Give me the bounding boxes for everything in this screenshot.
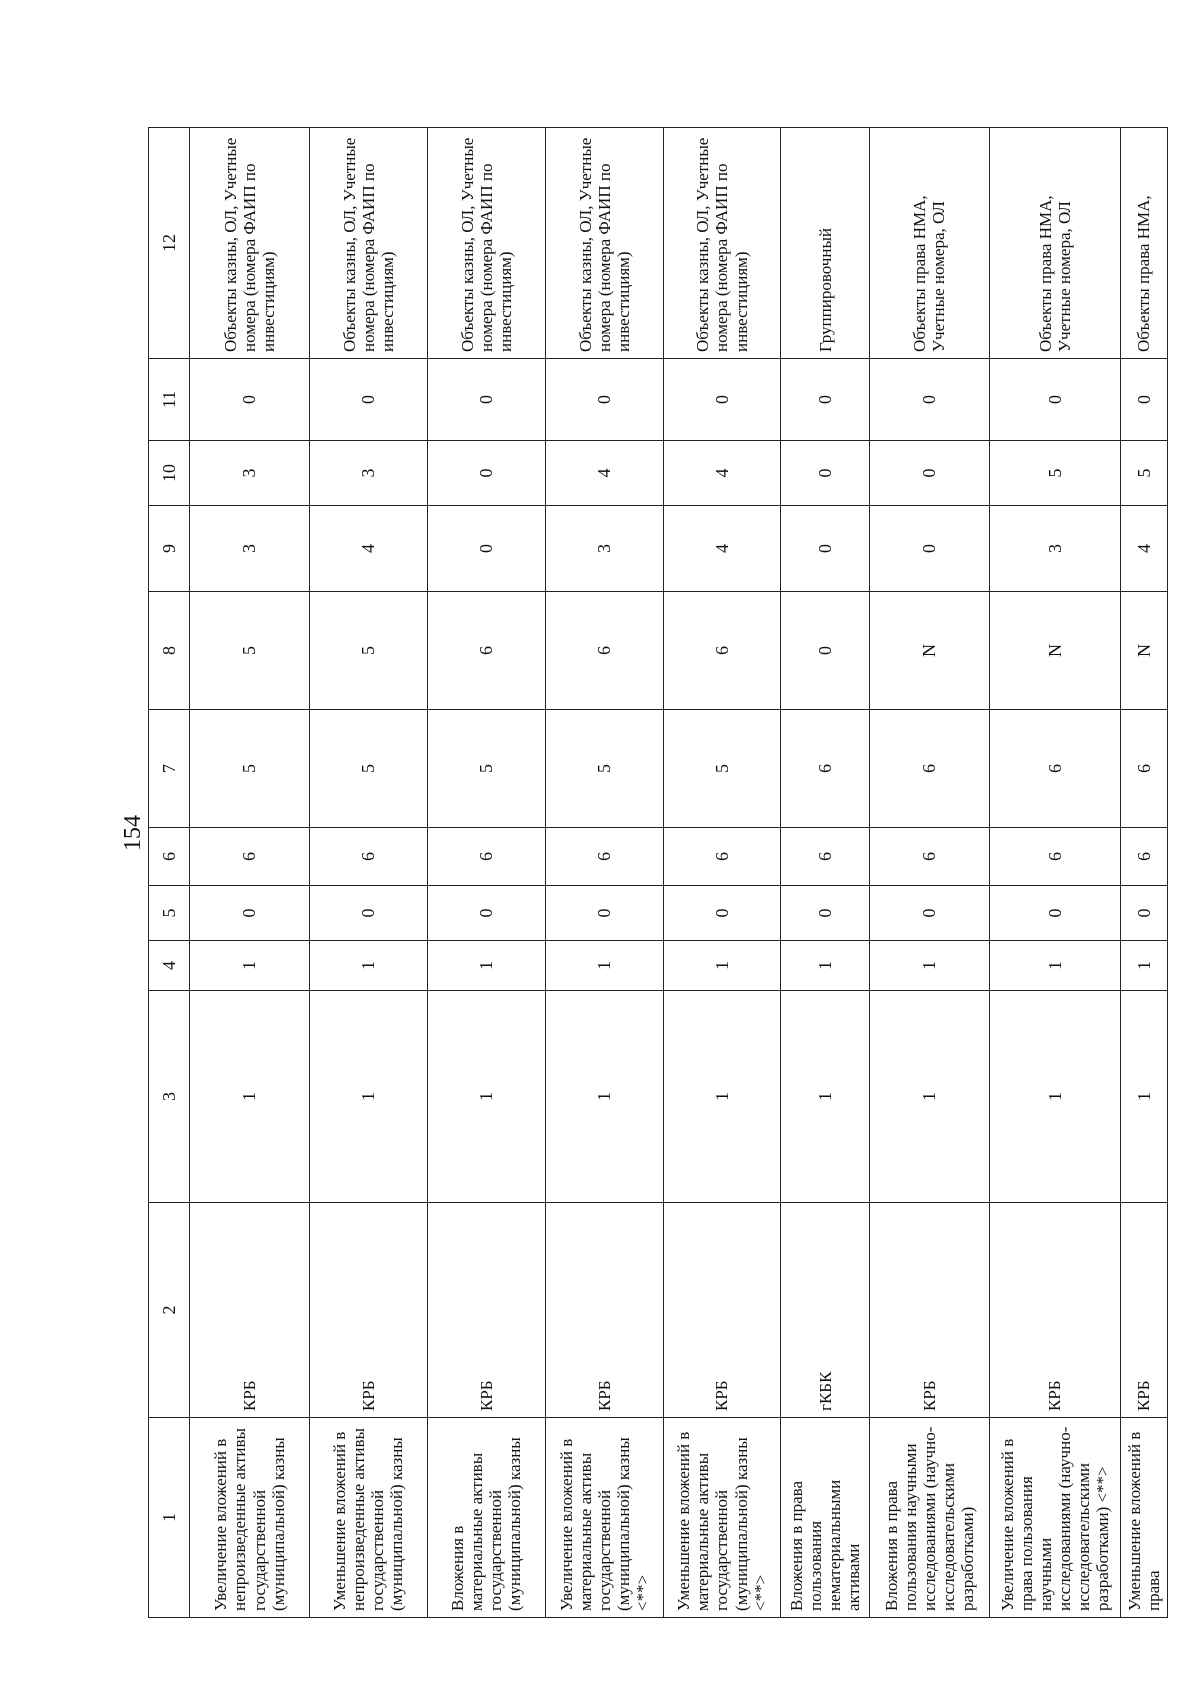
table-cell-col-11: 0 bbox=[190, 359, 310, 441]
table-cell-col-3: 1 bbox=[427, 991, 545, 1203]
table-cell-col-8: 5 bbox=[190, 592, 310, 710]
table-row bbox=[663, 128, 781, 1618]
table-cell-col-3: 1 bbox=[310, 991, 428, 1203]
table-cell-col-1: Увеличение вложений в права пользования научными исследованиями (научно-исследовательскими разработками) <**> bbox=[989, 1418, 1120, 1618]
table-body bbox=[190, 128, 1168, 1618]
table-cell-col-10: 3 bbox=[190, 441, 310, 506]
table-cell-col-12: Объекты казны, ОЛ, Учетные номера (номера ФАИП по инвестициям) bbox=[427, 128, 545, 359]
table-cell-col-11: 0 bbox=[663, 359, 781, 441]
table-cell-col-2: КРБ bbox=[869, 1203, 989, 1418]
table-cell-col-10: 5 bbox=[989, 441, 1120, 506]
table-cell-col-5: 0 bbox=[545, 886, 663, 941]
table-cell-col-12: Объекты казны, ОЛ, Учетные номера (номера ФАИП по инвестициям) bbox=[663, 128, 781, 359]
table-cell-col-12: Объекты права НМА, Учетные номера, ОЛ bbox=[869, 128, 989, 359]
table-cell-col-7: 5 bbox=[310, 710, 428, 828]
rotated-page-content bbox=[148, 128, 1168, 1618]
table-cell-col-2: гКБК bbox=[781, 1203, 870, 1418]
table-cell-col-10: 0 bbox=[427, 441, 545, 506]
table-cell-col-1: Уменьшение вложений в материальные активы государственной (муниципальной) казны <**> bbox=[663, 1418, 781, 1618]
table-cell-col-9: 4 bbox=[1120, 506, 1167, 592]
table-cell-col-11: 0 bbox=[781, 359, 870, 441]
table-cell-col-10: 0 bbox=[781, 441, 870, 506]
table-cell-col-8: 5 bbox=[310, 592, 428, 710]
column-header-3: 3 bbox=[149, 991, 190, 1203]
table-cell-col-10: 0 bbox=[869, 441, 989, 506]
table-header bbox=[149, 128, 190, 1618]
table-cell-col-4: 1 bbox=[869, 941, 989, 991]
table-cell-col-4: 1 bbox=[310, 941, 428, 991]
table-cell-col-5: 0 bbox=[869, 886, 989, 941]
column-header-9: 9 bbox=[149, 506, 190, 592]
table-cell-col-8: 6 bbox=[545, 592, 663, 710]
accounts-table bbox=[148, 127, 1168, 1618]
table-cell-col-4: 1 bbox=[427, 941, 545, 991]
column-header-2: 2 bbox=[149, 1203, 190, 1418]
table-cell-col-6: 6 bbox=[545, 828, 663, 886]
header-row bbox=[149, 128, 190, 1618]
table-cell-col-10: 4 bbox=[545, 441, 663, 506]
table-row bbox=[427, 128, 545, 1618]
table-cell-col-9: 4 bbox=[310, 506, 428, 592]
table-cell-col-9: 0 bbox=[427, 506, 545, 592]
table-cell-col-11: 0 bbox=[310, 359, 428, 441]
column-header-12: 12 bbox=[149, 128, 190, 359]
table-cell-col-8: 6 bbox=[427, 592, 545, 710]
table-cell-col-6: 6 bbox=[663, 828, 781, 886]
table-cell-col-7: 5 bbox=[663, 710, 781, 828]
table-cell-col-4: 1 bbox=[545, 941, 663, 991]
table-cell-col-2: КРБ bbox=[545, 1203, 663, 1418]
table-cell-col-8: 6 bbox=[663, 592, 781, 710]
table-cell-col-6: 6 bbox=[427, 828, 545, 886]
table-cell-col-7: 6 bbox=[989, 710, 1120, 828]
table-cell-col-5: 0 bbox=[989, 886, 1120, 941]
table-cell-col-7: 5 bbox=[545, 710, 663, 828]
table-cell-col-5: 0 bbox=[310, 886, 428, 941]
table-cell-col-1: Увеличение вложений в непроизведенные активы государственной (муниципальной) казны bbox=[190, 1418, 310, 1618]
table-cell-col-3: 1 bbox=[190, 991, 310, 1203]
table-cell-col-6: 6 bbox=[310, 828, 428, 886]
table-cell-col-1: Уменьшение вложений в права bbox=[1120, 1418, 1167, 1618]
table-cell-col-4: 1 bbox=[190, 941, 310, 991]
column-header-11: 11 bbox=[149, 359, 190, 441]
table-cell-col-7: 6 bbox=[869, 710, 989, 828]
table-cell-col-8: 0 bbox=[781, 592, 870, 710]
table-cell-col-8: N bbox=[989, 592, 1120, 710]
table-cell-col-6: 6 bbox=[869, 828, 989, 886]
table-cell-col-9: 3 bbox=[190, 506, 310, 592]
table-cell-col-4: 1 bbox=[781, 941, 870, 991]
column-header-7: 7 bbox=[149, 710, 190, 828]
table-cell-col-11: 0 bbox=[869, 359, 989, 441]
table-cell-col-6: 6 bbox=[1120, 828, 1167, 886]
column-header-6: 6 bbox=[149, 828, 190, 886]
table-cell-col-5: 0 bbox=[427, 886, 545, 941]
table-cell-col-8: N bbox=[1120, 592, 1167, 710]
table-row bbox=[781, 128, 870, 1618]
table-cell-col-12: Объекты казны, ОЛ, Учетные номера (номера ФАИП по инвестициям) bbox=[545, 128, 663, 359]
table-cell-col-2: КРБ bbox=[427, 1203, 545, 1418]
table-cell-col-11: 0 bbox=[1120, 359, 1167, 441]
table-cell-col-2: КРБ bbox=[310, 1203, 428, 1418]
table-cell-col-9: 0 bbox=[781, 506, 870, 592]
table-cell-col-1: Увеличение вложений в материальные активы государственной (муниципальной) казны <**> bbox=[545, 1418, 663, 1618]
table-cell-col-6: 6 bbox=[781, 828, 870, 886]
table-cell-col-10: 5 bbox=[1120, 441, 1167, 506]
table-cell-col-4: 1 bbox=[1120, 941, 1167, 991]
table-cell-col-1: Вложения в права пользования научными исследованиями (научно-исследовательскими разработками) bbox=[869, 1418, 989, 1618]
page-number: 154 bbox=[120, 815, 146, 851]
table-cell-col-10: 4 bbox=[663, 441, 781, 506]
table-cell-col-5: 0 bbox=[1120, 886, 1167, 941]
column-header-4: 4 bbox=[149, 941, 190, 991]
table-cell-col-4: 1 bbox=[989, 941, 1120, 991]
table-cell-col-11: 0 bbox=[427, 359, 545, 441]
table-cell-col-9: 3 bbox=[989, 506, 1120, 592]
table-cell-col-9: 4 bbox=[663, 506, 781, 592]
table-row bbox=[1120, 128, 1167, 1618]
table-cell-col-2: КРБ bbox=[989, 1203, 1120, 1418]
table-row bbox=[989, 128, 1120, 1618]
column-header-5: 5 bbox=[149, 886, 190, 941]
table-cell-col-3: 1 bbox=[989, 991, 1120, 1203]
table-cell-col-9: 0 bbox=[869, 506, 989, 592]
table-cell-col-4: 1 bbox=[663, 941, 781, 991]
table-cell-col-9: 3 bbox=[545, 506, 663, 592]
table-cell-col-7: 5 bbox=[427, 710, 545, 828]
column-header-8: 8 bbox=[149, 592, 190, 710]
table-cell-col-12: Объекты казны, ОЛ, Учетные номера (номера ФАИП по инвестициям) bbox=[310, 128, 428, 359]
table-cell-col-5: 0 bbox=[781, 886, 870, 941]
table-cell-col-6: 6 bbox=[989, 828, 1120, 886]
table-cell-col-2: КРБ bbox=[663, 1203, 781, 1418]
table-row bbox=[869, 128, 989, 1618]
table-row bbox=[545, 128, 663, 1618]
table-cell-col-3: 1 bbox=[545, 991, 663, 1203]
table-cell-col-8: N bbox=[869, 592, 989, 710]
table-cell-col-7: 5 bbox=[190, 710, 310, 828]
table-cell-col-5: 0 bbox=[663, 886, 781, 941]
table-row bbox=[310, 128, 428, 1618]
table-cell-col-12: Объекты права НМА, Учетные номера, ОЛ bbox=[989, 128, 1120, 359]
table-cell-col-3: 1 bbox=[781, 991, 870, 1203]
table-row bbox=[190, 128, 310, 1618]
table-cell-col-7: 6 bbox=[781, 710, 870, 828]
table-cell-col-3: 1 bbox=[663, 991, 781, 1203]
table-cell-col-12: Группировочный bbox=[781, 128, 870, 359]
column-header-1: 1 bbox=[149, 1418, 190, 1618]
table-cell-col-11: 0 bbox=[545, 359, 663, 441]
table-cell-col-3: 1 bbox=[1120, 991, 1167, 1203]
table-cell-col-1: Уменьшение вложений в непроизведенные активы государственной (муниципальной) казны bbox=[310, 1418, 428, 1618]
table-cell-col-7: 6 bbox=[1120, 710, 1167, 828]
table-cell-col-1: Вложения в материальные активы государственной (муниципальной) казны bbox=[427, 1418, 545, 1618]
table-cell-col-10: 3 bbox=[310, 441, 428, 506]
table-cell-col-1: Вложения в права пользования нематериальными активами bbox=[781, 1418, 870, 1618]
column-header-10: 10 bbox=[149, 441, 190, 506]
table-container bbox=[148, 128, 1168, 1618]
table-cell-col-2: КРБ bbox=[1120, 1203, 1167, 1418]
table-cell-col-5: 0 bbox=[190, 886, 310, 941]
table-cell-col-11: 0 bbox=[989, 359, 1120, 441]
table-cell-col-3: 1 bbox=[869, 991, 989, 1203]
table-cell-col-12: Объекты права НМА, bbox=[1120, 128, 1167, 359]
table-cell-col-12: Объекты казны, ОЛ, Учетные номера (номера ФАИП по инвестициям) bbox=[190, 128, 310, 359]
table-cell-col-6: 6 bbox=[190, 828, 310, 886]
table-cell-col-2: КРБ bbox=[190, 1203, 310, 1418]
